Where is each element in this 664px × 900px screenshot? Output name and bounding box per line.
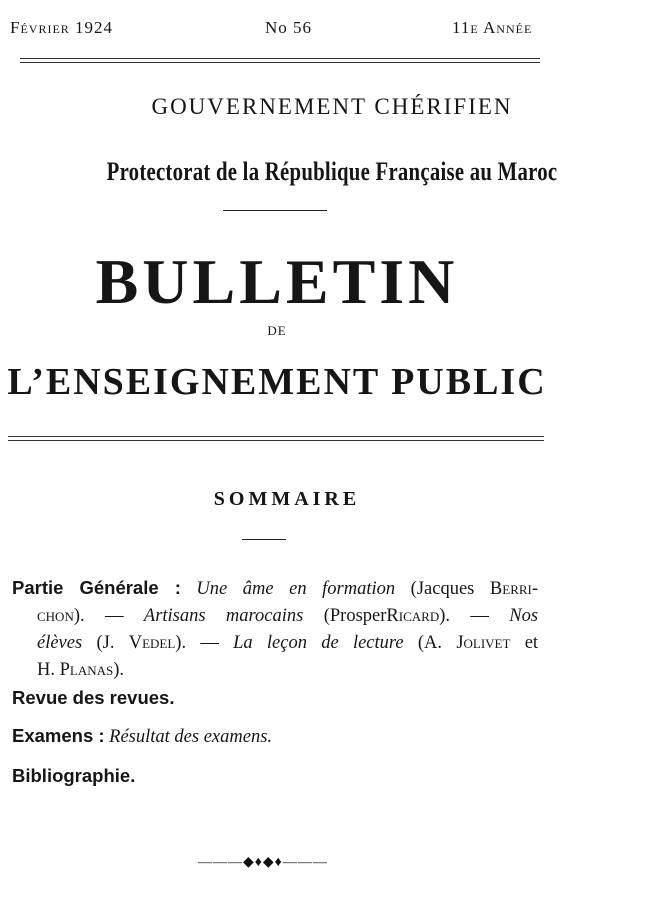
- section-rule: [8, 436, 544, 437]
- author-name: Ricard: [386, 606, 440, 626]
- government-line: GOUVERNEMENT CHÉRIFIEN: [151, 94, 513, 119]
- summary-partie-generale: [12, 574, 538, 684]
- separator: —: [470, 606, 489, 626]
- author-open: (J.: [96, 633, 115, 653]
- issue-number: No 56: [265, 18, 313, 37]
- author-close: ).: [439, 606, 451, 626]
- bulletin-title: BULLETIN: [95, 246, 459, 317]
- author-name: Vedel: [128, 633, 176, 653]
- section-rule: [8, 440, 544, 441]
- bulletin-subtitle: L’ENSEIGNEMENT PUBLIC: [7, 361, 547, 403]
- partie-label: Partie Générale :: [12, 577, 181, 598]
- summary-bibliographie: Bibliographie.: [12, 765, 136, 786]
- author-close: ).: [73, 606, 85, 626]
- summary-examens: [12, 722, 272, 751]
- separator: —: [105, 606, 124, 626]
- partie-line-1: [12, 574, 538, 603]
- issue-date: Février 1924: [10, 18, 114, 37]
- author-and: et: [524, 633, 539, 653]
- examens-text: Résultat des examens.: [109, 727, 273, 747]
- author-name: Planas: [59, 660, 114, 680]
- article-title: Une âme en formation: [196, 579, 396, 599]
- partie-line-3: [12, 630, 538, 657]
- author-open: (Prosper: [323, 606, 387, 626]
- divider: [223, 210, 327, 211]
- partie-line-4: [12, 657, 538, 684]
- article-title: Artisans marocains: [143, 606, 304, 626]
- partie-line-2: [12, 603, 538, 630]
- article-title: La leçon de lecture: [233, 633, 404, 653]
- divider: [242, 539, 286, 540]
- author-name: Berri-: [489, 579, 539, 599]
- article-title: élèves: [37, 633, 83, 653]
- fleuron-ornament: ———◆♦◆♦———: [198, 855, 328, 870]
- title-connector: DE: [267, 323, 287, 338]
- summary-heading: SOMMAIRE: [213, 488, 361, 510]
- author-name: chon: [37, 606, 74, 626]
- author-close: ).: [113, 660, 125, 680]
- separator: —: [200, 633, 219, 653]
- author-close: ).: [175, 633, 187, 653]
- author-open: (Jacques: [410, 579, 475, 599]
- issue-year: 11e Année: [452, 18, 533, 37]
- author-name: Jolivet: [456, 633, 511, 653]
- author-initial: H.: [37, 660, 55, 680]
- header-rule: [20, 58, 540, 59]
- author-open: (A.: [417, 633, 443, 653]
- article-title: Nos: [509, 606, 539, 626]
- examens-label: Examens :: [12, 725, 105, 746]
- summary-revue: Revue des revues.: [12, 687, 175, 708]
- header-rule: [20, 62, 540, 63]
- protectorate-line: Protectorat de la République Française au Maroc: [106, 157, 558, 186]
